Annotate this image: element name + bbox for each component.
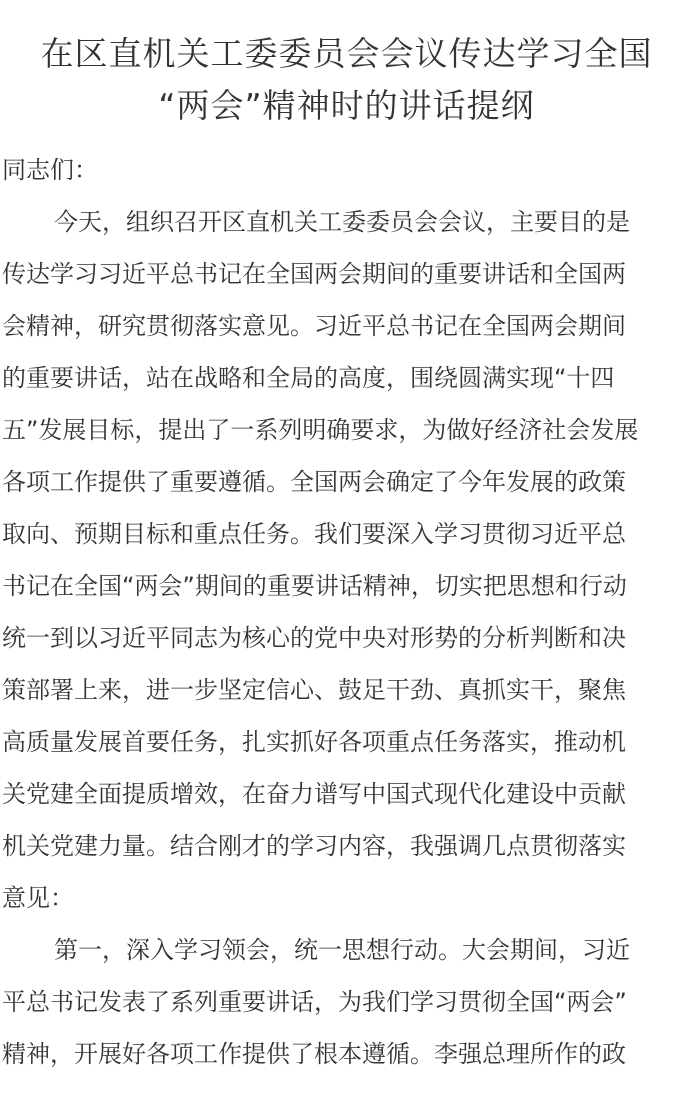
paragraph-line: 各项工作提供了重要遵循。全国两会确定了今年发展的政策	[2, 468, 626, 496]
document-title	[0, 0, 693, 132]
paragraph-line: 机关党建力量。结合刚才的学习内容，我强调几点贯彻落实	[2, 832, 626, 860]
paragraph-line: 平总书记发表了系列重要讲话，为我们学习贯彻全国“两会”	[2, 988, 627, 1016]
paragraph-line: 高质量发展首要任务，扎实抓好各项重点任务落实，推动机	[2, 728, 626, 756]
title-line-1: 在区直机关工委委员会会议传达学习全国	[40, 34, 653, 73]
document-body	[0, 144, 693, 1080]
paragraph-2	[2, 924, 693, 1080]
paragraph-line: 意见：	[2, 884, 74, 912]
paragraph-line: 会精神，研究贯彻落实意见。习近平总书记在全国两会期间	[2, 312, 626, 340]
paragraph-line: 取向、预期目标和重点任务。我们要深入学习贯彻习近平总	[2, 520, 626, 548]
paragraph-line: 第一，深入学习领会，统一思想行动。大会期间，习近	[54, 936, 630, 964]
paragraph-line: 书记在全国“两会”期间的重要讲话精神，切实把思想和行动	[2, 572, 627, 600]
paragraph-line: 关党建全面提质增效，在奋力谱写中国式现代化建设中贡献	[2, 780, 626, 808]
paragraph-line: 统一到以习近平同志为核心的党中央对形势的分析判断和决	[2, 624, 626, 652]
title-line-2: “两会”精神时的讲话提纲	[158, 86, 535, 125]
paragraph-line: 五”发展目标，提出了一系列明确要求，为做好经济社会发展	[2, 416, 639, 444]
paragraph-line: 的重要讲话，站在战略和全局的高度，围绕圆满实现“十四	[2, 364, 615, 392]
paragraph-line: 精神，开展好各项工作提供了根本遵循。李强总理所作的政	[2, 1040, 626, 1068]
paragraph-line: 策部署上来，进一步坚定信心、鼓足干劲、真抓实干，聚焦	[2, 676, 626, 704]
greeting: 同志们：	[2, 156, 98, 184]
paragraph-line: 今天，组织召开区直机关工委委员会会议，主要目的是	[54, 208, 630, 236]
paragraph-line: 传达学习习近平总书记在全国两会期间的重要讲话和全国两	[2, 260, 626, 288]
paragraph-1	[2, 196, 693, 924]
